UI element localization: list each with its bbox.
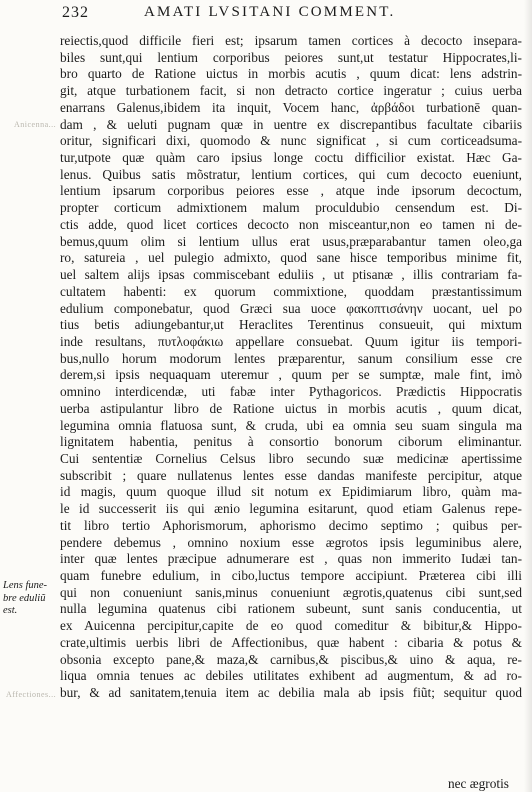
text-line: derem,si ipsis nequaquam uteremur , quum per se sumptæ, male fint, imò [60,367,522,383]
text-line: cultatem habenti: ex quorum commixtione, quoddam præstantissimum [60,283,522,299]
text-line: nulla legumina quatenus cibi rationem subeunt, sunt sanis conducentia, ut [60,601,522,617]
text-line: obsonia excepto pane,& maza,& carnibus,& piscibus,& uino & aqua, re- [60,651,522,667]
text-line: quam funebre edulium, in cibo,luctus tempore accipiunt. Præterea cibi illi [60,568,522,583]
text-line: uel saltem alijs ipsas commiscebant eduliis , ut ptisanæ , illis contrariam fa- [60,267,522,283]
text-line: inde resultans, πυτλοφάκιω appellare consuebat. Quum igitur iis tempori- [60,333,522,349]
text-line: tur,utpote quæ quàm caro ipsius longe coctu difficilior existat. Hæc Ga- [60,150,522,166]
text-line: liqua omnia tenues ac debiles utilitates exhibent ad augmentum, & ad ro- [60,668,522,684]
text-line: biles sunt,qui lentium corporibus peiores sunt,ut testatur Hippocrates,li- [60,49,522,65]
text-line: edulium componebatur, quod Græci sua uoce φακοπτισάνην uocant, uel po [60,300,522,316]
text-line: enarrans Galenus,ibidem ita inquit, Vocem hanc, ἀρβάδοι turbationē quan- [60,99,522,115]
text-line: inter quæ lentes præcipue adnumerare est , quas non immerito Iudæi tan- [60,551,522,567]
margin-note [3,580,55,618]
margin-note-line: Lens fune- [3,580,48,591]
catchword: nec ægrotis [448,776,509,791]
body-text [60,33,522,702]
text-line: le id successerit iis qui ænio legumina esitarunt, quod etiam Galenus repe- [60,501,522,517]
text-line: reiectis,quod difficile fieri est; ipsarum tamen cortices à decocto insepara- [60,33,522,48]
text-line: tius betis adiungebantur,ut Heraclites Terentinus consueuit, qui mixtum [60,317,522,333]
text-line: Cui sententiæ Cornelius Celsus libro secundo suæ medicinæ apertissime [60,450,522,466]
text-line: subscribit ; quare nullatenus lentes esse dandas manifeste percipitur, atque [60,467,522,483]
text-line: ctis adde, quod licet cortices decocto non misceantur,non eo tamen ni de- [60,216,522,232]
text-line: lentium ipsarum corporibus peiores esse , atque inde ipsorum decoctum, [60,183,522,199]
text-line: omnino interdicendæ, uti fabæ inter Pythagoricos. Prædictis Hippocratis [60,384,522,400]
text-line: legumina omnia flatuosa sunt, & cruda, ubi ea omnia seu suam singula ma [60,417,522,433]
text-line: lignitatem habentia, penitus à consortio bonorum ciborum eliminantur. [60,434,522,450]
text-line: ex Auicenna percipitur,capite de eo quod comeditur & bibitur,& Hippo- [60,618,522,634]
faint-margin-note: Anicenna... [14,120,57,129]
text-line: pendere debemus , omnino noxium esse ægrotos ipsis leguminibus alere, [60,534,522,550]
text-line: propter corticum admixtionem malum proculdubio censendum est. Di- [60,200,522,216]
text-line: bus,nullo horum modorum lentes præparentur, sanum consilium esse cre [60,350,522,366]
page-edge-shadow [524,0,532,792]
text-line: crate,ultimis uerbis libri de Affectionibus, quæ habent : cibaria & potus & [60,634,522,650]
text-line: oritur, significari dixi, quomodo & nunc significat , si cum corticeadsuma- [60,133,522,149]
text-line: bro quarto de Ratione uictus in morbis acutis , quum dicat: lens adstrin- [60,66,522,82]
text-line: tit libro tertio Aphorismorum, aphorismo decimo septimo ; quibus per- [60,517,522,533]
text-line: qui non conueniunt sanis,minus conueniunt ægrotis,quatenus cibi sunt,sed [60,584,522,600]
text-line: git, atque turbationem facit, si non detracto cortice ingeratur ; cuius uerba [60,83,522,99]
faint-margin-note: Affectiones... [6,690,57,699]
text-line: uerba astipulantur libro de Ratione uictus in morbis acutis , quum dicat, [60,400,522,416]
margin-note-line: bre eduliũ [3,592,46,604]
text-line: bemus,quum olim si lentium ullus erat usus,præparabantur tamen oleo,ga [60,233,522,249]
margin-note-line: est. [3,605,18,616]
page-number: 232 [62,4,89,21]
text-line: ro, satureia , uel pulegio admixto, quod sane hisce temporibus minime fit, [60,250,522,266]
text-line: lenus. Quibus satis mõstratur, lentium cortices, qui cum decocto eueniunt, [60,166,522,182]
text-line: dam , & ueluti pugnam quæ in uentre ex discrepantibus facultate cibariis [60,116,522,132]
text-line: id magis, quum quoque illud sit notum ex Epidimiarum libro, quàm ma- [60,484,522,500]
running-head: AMATI LVSITANI COMMENT. [144,4,396,20]
text-line: bur, & ad sanitatem,tenuia item ac debilia mala ab ipsis fiũt; sequitur quod [60,685,522,701]
page-header [62,4,516,24]
